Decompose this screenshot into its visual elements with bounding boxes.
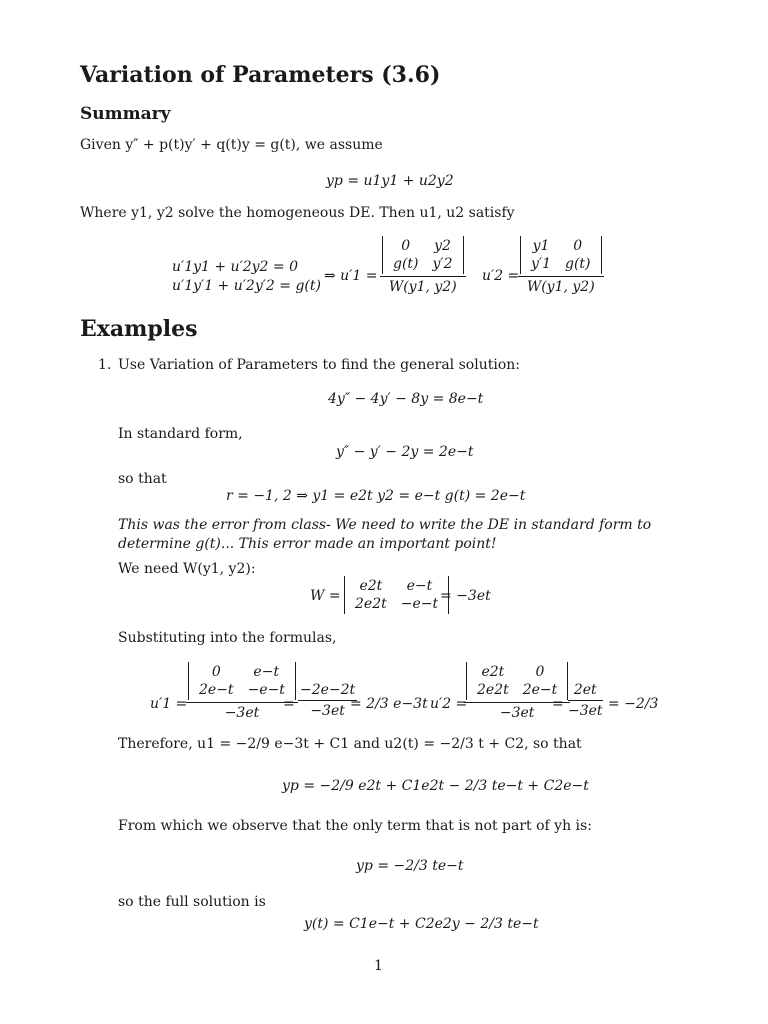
det-cell: 2e2t (355, 596, 387, 612)
full-solution-label: so the full solution is (118, 894, 266, 910)
given-text: Given y″ + p(t)y′ + q(t)y = g(t), we assume (80, 137, 383, 153)
det-cell: g(t) (393, 256, 419, 272)
equals: = (552, 696, 564, 712)
u1p-mid-fraction (298, 682, 357, 719)
u1p-mid-denominator: −3et (310, 703, 345, 719)
system-eq-2: u′1y′1 + u′2y′2 = g(t) (172, 278, 321, 294)
u2-formula-label: u′2 = (482, 268, 520, 284)
u2p-mid-fraction (568, 682, 603, 719)
equals: = (283, 696, 295, 712)
example-de: 4y″ − 4y′ − 8y = 8e−t (328, 391, 484, 407)
summary-heading: Summary (80, 104, 171, 124)
u1-formula-fraction (380, 236, 466, 295)
u1p-fraction (186, 662, 298, 721)
example-prompt: Use Variation of Parameters to find the general solution: (118, 357, 520, 373)
page-title: Variation of Parameters (3.6) (80, 62, 441, 88)
wronskian-determinant-wrap (344, 576, 449, 614)
det-cell: 2e−t (522, 682, 558, 698)
examples-heading: Examples (80, 316, 198, 342)
u2p-determinant (466, 662, 568, 700)
det-cell: y′2 (432, 256, 453, 272)
det-cell: 2e2t (477, 682, 509, 698)
yp-form: yp = u1y1 + u2y2 (326, 173, 454, 189)
wronskian-denominator: W(y1, y2) (526, 279, 595, 295)
need-wronskian-text: We need W(y1, y2): (118, 561, 256, 577)
wronskian-denominator: W(y1, y2) (388, 279, 457, 295)
det-cell: y2 (434, 238, 451, 254)
u1p-denominator: −3et (224, 705, 260, 721)
u2p-label: u′2 = (430, 696, 468, 712)
det-cell: 0 (401, 238, 411, 254)
det-cell: 0 (573, 238, 583, 254)
u2p-denominator: −3et (499, 705, 535, 721)
det-cell: y1 (532, 238, 550, 254)
u2p-fraction (464, 662, 570, 721)
error-note: This was the error from class- We need to write the DE in standard form to determine g(t)... This error made an important point! (118, 517, 652, 552)
det-cell: g(t) (565, 256, 591, 272)
u1p-result: = 2/3 e−3t (350, 696, 428, 712)
det-cell: 0 (535, 664, 545, 680)
det-cell: e−t (253, 664, 280, 680)
u2-formula-fraction (518, 236, 604, 295)
det-cell: 0 (211, 664, 221, 680)
det-cell: y′1 (531, 256, 551, 272)
where-text: Where y1, y2 solve the homogeneous DE. Then u1, u2 satisfy (80, 205, 515, 221)
so-that-text: so that (118, 471, 167, 487)
u2p-result: = −2/3 (608, 696, 659, 712)
det-cell: e−t (406, 578, 433, 594)
u1p-label: u′1 = (150, 696, 188, 712)
yp-full: yp = −2/9 e2t + C1e2t − 2/3 te−t + C2e−t (282, 778, 589, 794)
u1p-mid-numerator: −2e−2t (300, 682, 356, 698)
u2-determinant (520, 236, 602, 274)
standard-form-label: In standard form, (118, 426, 243, 442)
w-label: W = (310, 588, 341, 604)
det-cell: e2t (359, 578, 383, 594)
u2p-mid-denominator: −3et (568, 703, 603, 719)
u2p-mid-numerator: 2et (573, 682, 597, 698)
u1p-determinant (188, 662, 296, 700)
therefore-text: Therefore, u1 = −2/9 e−3t + C1 and u2(t) = −2/3 t + C2, so that (118, 736, 582, 752)
wronskian-determinant (344, 576, 449, 614)
det-cell: −e−t (400, 596, 439, 612)
roots-line: r = −1, 2 ⇒ y1 = e2t y2 = e−t g(t) = 2e−t (226, 488, 526, 504)
det-cell: −e−t (247, 682, 285, 698)
det-cell: 2e−t (199, 682, 234, 698)
det-cell: e2t (481, 664, 505, 680)
u1-determinant (382, 236, 464, 274)
page-number: 1 (374, 958, 383, 974)
standard-form-de: y″ − y′ − 2y = 2e−t (336, 444, 474, 460)
general-solution: y(t) = C1e−t + C2e2y − 2/3 te−t (304, 916, 539, 932)
yp-final: yp = −2/3 te−t (356, 858, 464, 874)
wronskian-result: = −3et (440, 588, 491, 604)
system-eq-1: u′1y1 + u′2y2 = 0 (172, 259, 299, 275)
observe-text: From which we observe that the only term that is not part of yh is: (118, 818, 592, 834)
u1-formula-label: ⇒ u′1 = (324, 268, 378, 284)
substituting-text: Substituting into the formulas, (118, 630, 337, 646)
item-number: 1. (98, 357, 112, 373)
